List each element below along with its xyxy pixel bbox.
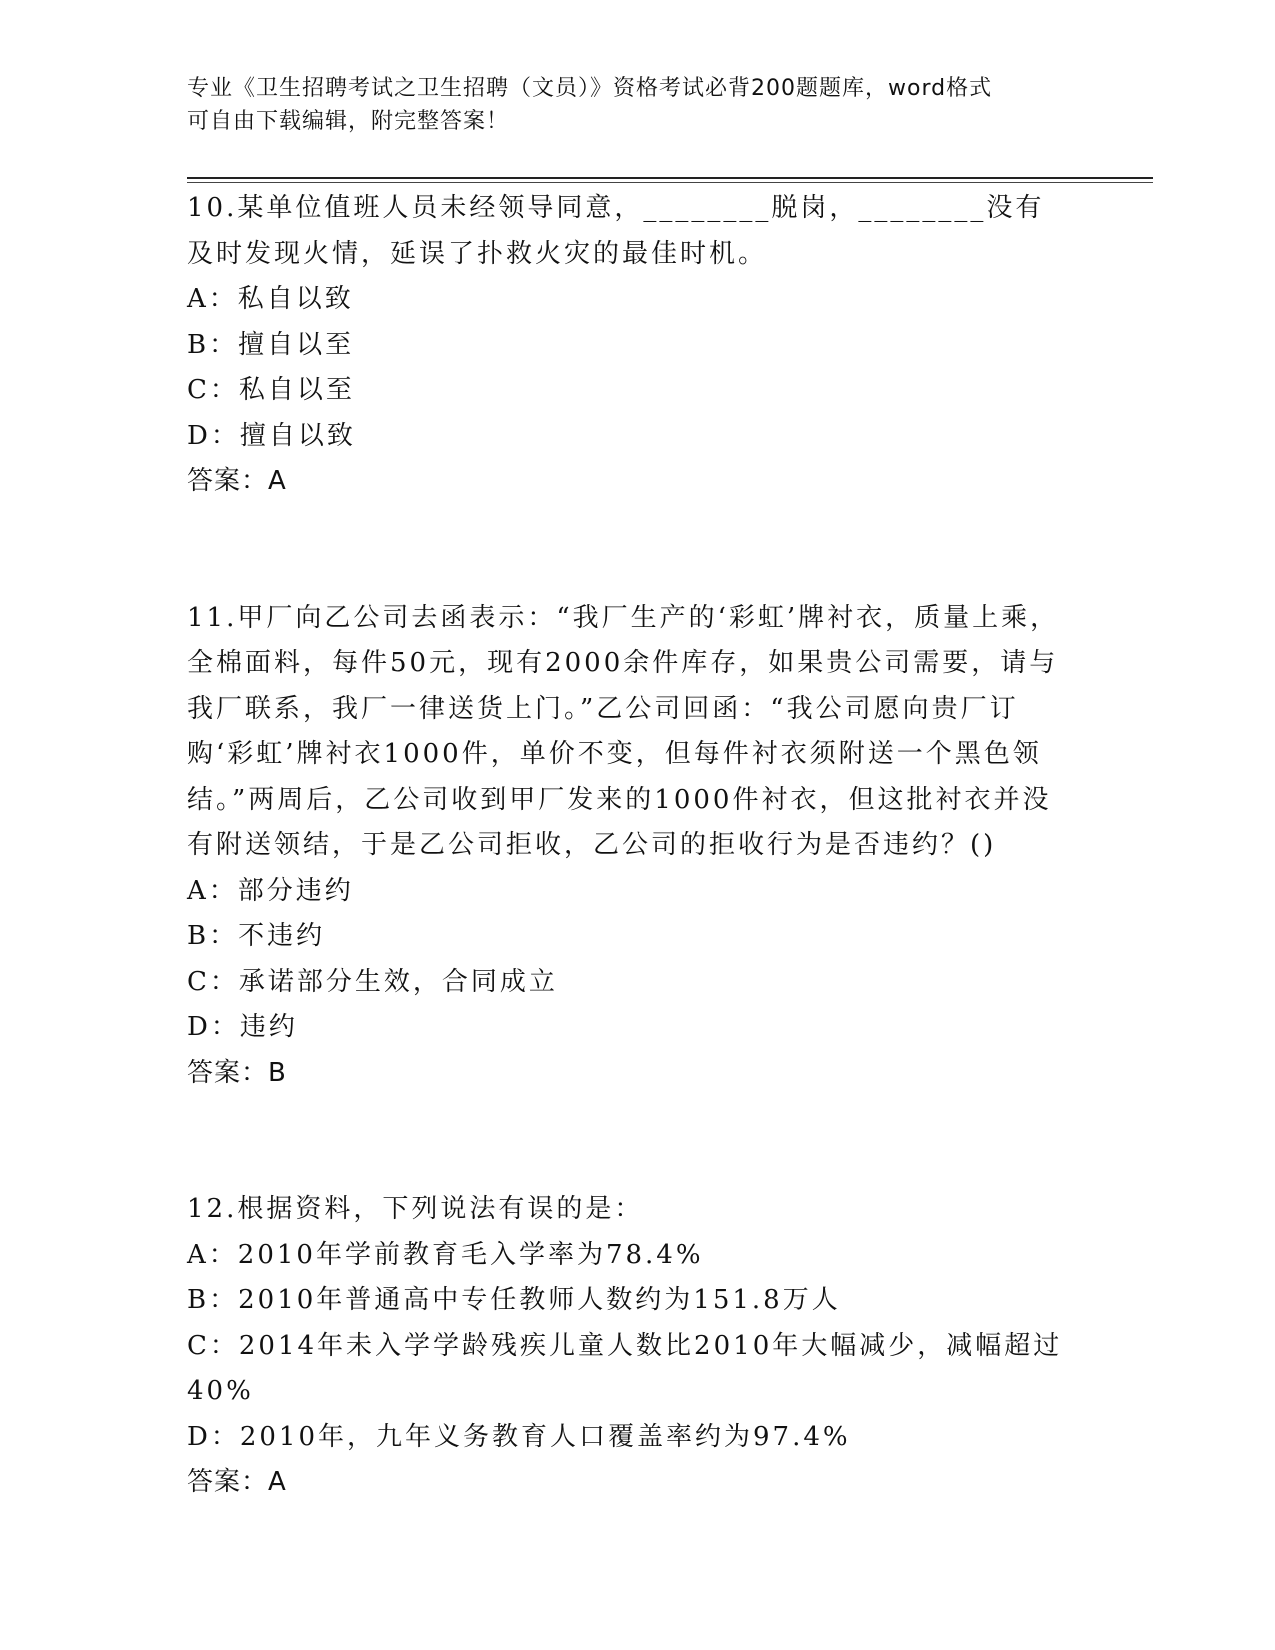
header-title-line-1: 专业《卫生招聘考试之卫生招聘（文员）》资格考试必背200题题库，word格式 xyxy=(187,76,993,101)
option-c: C：2014年未入学学龄残疾儿童人数比2010年大幅减少，减幅超过40% xyxy=(187,1330,1063,1406)
option-b: B：擅自以至 xyxy=(187,329,355,360)
header-divider-thin xyxy=(187,182,1153,183)
answer-line: 答案：A xyxy=(187,466,287,496)
question-11 xyxy=(187,596,1067,1097)
option-a: A：2010年学前教育毛入学率为78.4% xyxy=(187,1239,704,1270)
question-spacer xyxy=(187,505,1067,551)
header-divider-thick xyxy=(187,177,1153,179)
question-list xyxy=(187,186,1067,1506)
answer-line: 答案：B xyxy=(187,1057,287,1088)
option-c: C：承诺部分生效，合同成立 xyxy=(187,966,558,997)
option-a: A：私自以致 xyxy=(187,284,354,314)
question-12 xyxy=(187,1187,1067,1506)
question-10 xyxy=(187,186,1067,505)
document-header xyxy=(187,72,1087,138)
option-c: C：私自以至 xyxy=(187,375,355,405)
question-stem: 10.某单位值班人员未经领导同意，________脱岗，________没有及时发现火情，延误了扑救火灾的最佳时机。 xyxy=(187,193,1045,269)
answer-line: 答案：A xyxy=(187,1467,287,1497)
option-d: D：2010年，九年义务教育人口覆盖率约为97.4% xyxy=(187,1421,851,1452)
question-spacer xyxy=(187,550,1067,596)
option-b: B：不违约 xyxy=(187,921,326,951)
header-title-line-2: 可自由下载编辑，附完整答案！ xyxy=(187,109,510,134)
question-spacer xyxy=(187,1096,1067,1142)
question-stem: 12.根据资料，下列说法有误的是： xyxy=(187,1194,644,1224)
option-d: D：擅自以致 xyxy=(187,420,356,451)
option-d: D：违约 xyxy=(187,1012,298,1042)
option-a: A：部分违约 xyxy=(187,875,354,906)
question-stem: 11.甲厂向乙公司去函表示：“我厂生产的‘彩虹’牌衬衣，质量上乘，全棉面料，每件50元，现有2000余件库存，如果贵公司需要，请与我厂联系，我厂一律送货上门。”乙公司回函：“我公司愿向贵厂订购‘彩虹’牌衬衣1000件，单价不变，但每件衬衣须附送一个黑色领结。”两周后，乙公司收到甲厂发来的1000件衬衣，但这批衬衣并没有附送领结，于是乙公司拒收，乙公司的拒收行为是否违约？() xyxy=(187,602,1060,860)
question-spacer xyxy=(187,1142,1067,1188)
option-b: B：2010年普通高中专任教师人数约为151.8万人 xyxy=(187,1285,841,1315)
